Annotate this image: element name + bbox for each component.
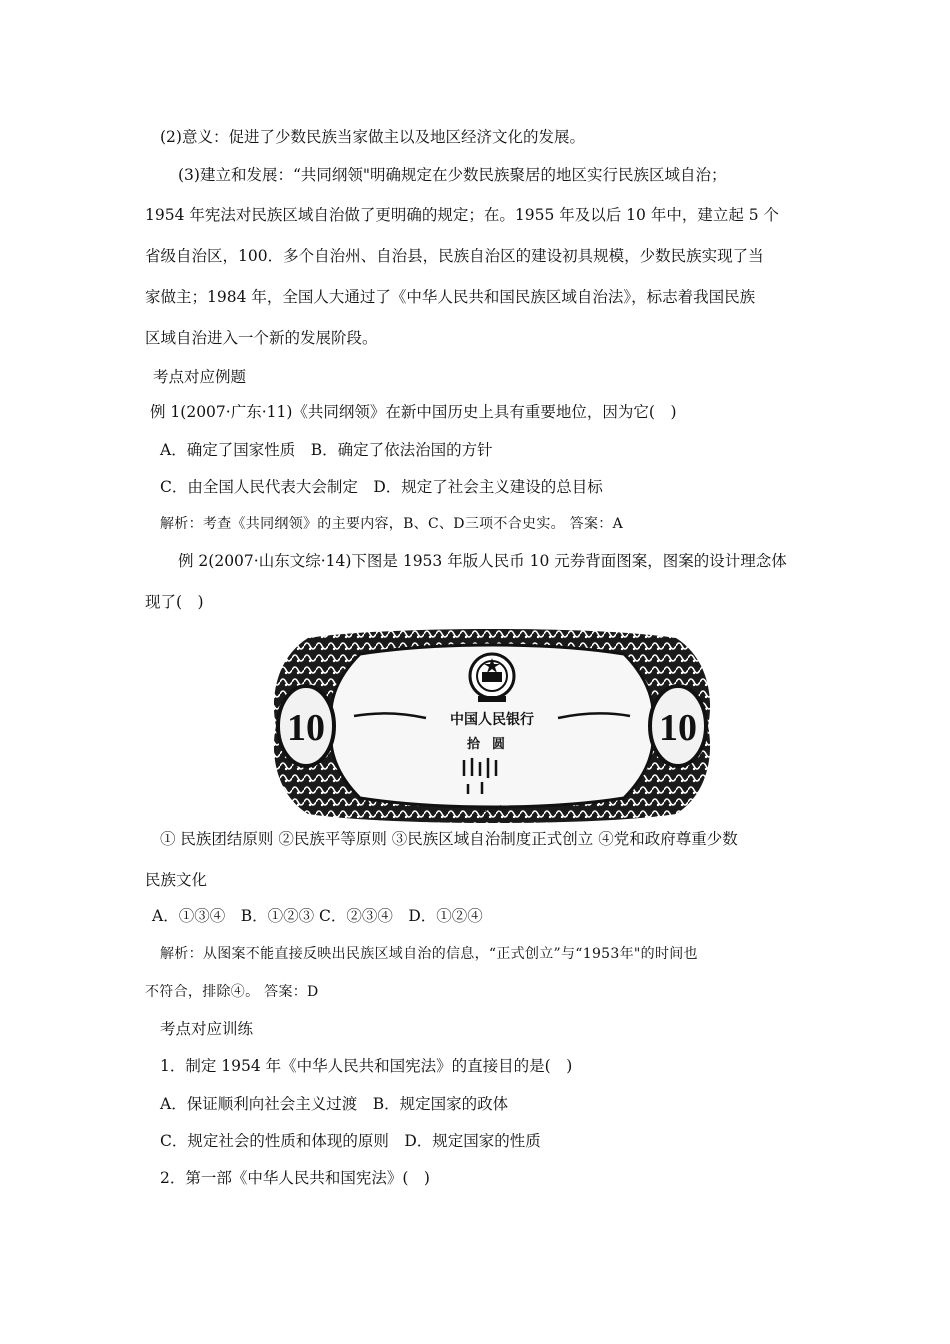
paragraph-establishment-line-3: 省级自治区，100．多个自治州、自治县，民族自治区的建设初具规模，少数民族实现了当 — [145, 247, 764, 265]
training-q1-options-cd: C．规定社会的性质和体现的原则 D．规定国家的性质 — [160, 1132, 541, 1150]
example-1-analysis: 解析：考查《共同纲领》的主要内容，B、C、D三项不合史实。 答案：A — [160, 516, 623, 532]
example-1-options-cd: C．由全国人民代表大会制定 D．规定了社会主义建设的总目标 — [160, 478, 603, 496]
training-q1-options-ab: A．保证顺利向社会主义过渡 B．规定国家的政体 — [160, 1095, 509, 1113]
training-heading: 考点对应训练 — [160, 1020, 254, 1038]
paragraph-establishment-line-2: 1954 年宪法对民族区域自治做了更明确的规定；在。1955 年及以后 10 年中，建立起 5 个 — [145, 206, 780, 224]
example-2-options: A．①③④ B．①②③ C．②③④ D．①②④ — [152, 907, 483, 925]
banknote-image — [268, 628, 716, 824]
banknote-subtext: 拾圆 — [466, 737, 518, 752]
bank-name: 中国人民银行 — [450, 712, 534, 728]
example-1-options-ab: A．确定了国家性质 B．确定了依法治国的方针 — [160, 441, 493, 459]
banknote-year: 1953年 — [477, 805, 507, 814]
paragraph-significance: (2)意义：促进了少数民族当家做主以及地区经济文化的发展。 — [160, 128, 585, 146]
example-2-statements-line-2: 民族文化 — [145, 871, 208, 889]
example-2-statements-line-1: ① 民族团结原则 ②民族平等原则 ③民族区域自治制度正式创立 ④党和政府尊重少数 — [160, 830, 738, 848]
example-1-question: 例 1(2007·广东·11)《共同纲领》在新中国历史上具有重要地位，因为它( ) — [150, 403, 677, 421]
denomination-left: 10 — [287, 707, 325, 749]
training-q1-question: 1．制定 1954 年《中华人民共和国宪法》的直接目的是( ) — [160, 1057, 573, 1075]
example-2-analysis-line-1: 解析：从图案不能直接反映出民族区域自治的信息，“正式创立”与“1953年"的时间也 — [160, 946, 698, 962]
paragraph-establishment-line-4: 家做主；1984 年，全国人大通过了《中华人民共和国民族区域自治法》，标志着我国民族 — [145, 288, 756, 306]
example-2-question-line-2: 现了( ) — [145, 593, 204, 611]
denomination-right: 10 — [659, 707, 697, 749]
examples-heading: 考点对应例题 — [153, 368, 247, 386]
paragraph-establishment-line-5: 区域自治进入一个新的发展阶段。 — [145, 329, 378, 347]
paragraph-establishment-line-1: (3)建立和发展：“共同纲领"明确规定在少数民族聚居的地区实行民族区域自治； — [178, 166, 727, 184]
example-2-analysis-line-2: 不符合，排除④。 答案：D — [145, 984, 319, 1000]
training-q2-question: 2．第一部《中华人民共和国宪法》( ) — [160, 1169, 430, 1187]
example-2-question-line-1: 例 2(2007·山东文综·14)下图是 1953 年版人民币 10 元券背面图案，图案的设计理念体 — [178, 552, 787, 570]
